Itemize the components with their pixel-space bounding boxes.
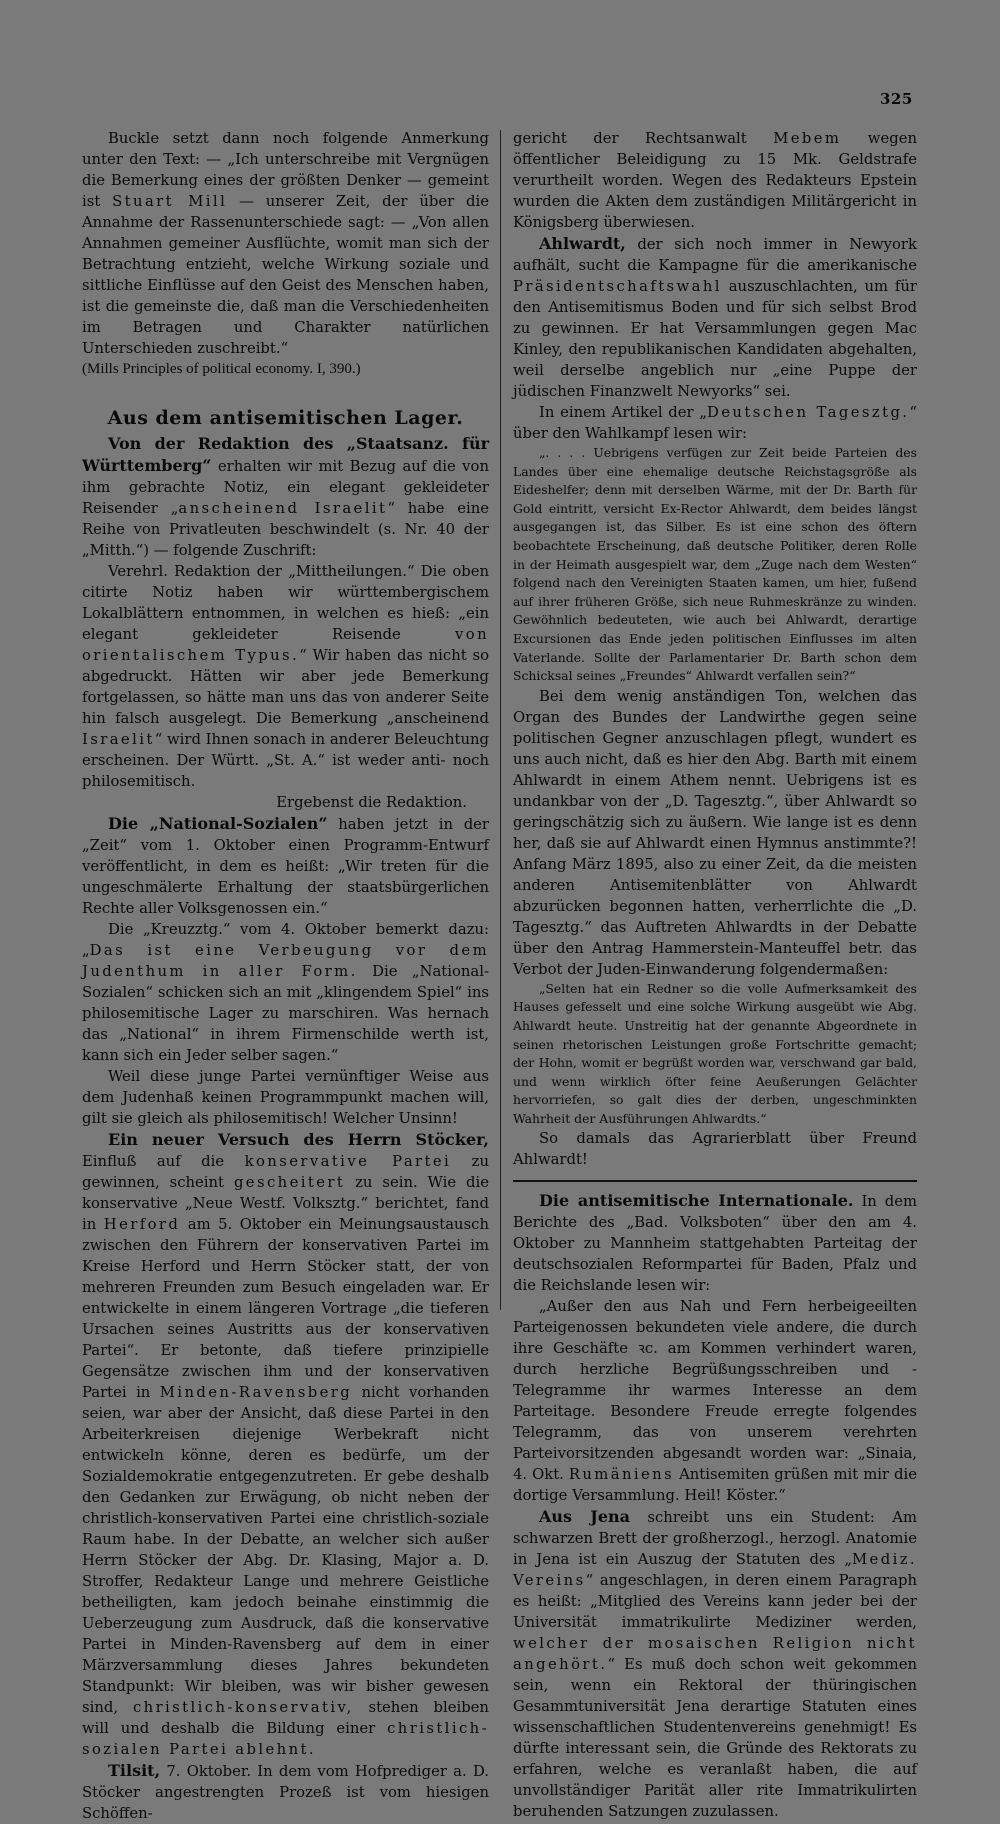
text: Buckle setzt dann noch folgende Anmerkung unter den Text: — „Ich unterschreibe mit Vergnügen die Bemerkung eines der größten Denker — gemeint ist — [82, 130, 489, 210]
spaced-text: Mediz. Vereins — [513, 1551, 917, 1590]
spaced-text: christlich-sozialen Partei ablehnt. — [82, 1720, 489, 1758]
lead-text: Die „National-Sozialen“ — [108, 814, 328, 833]
text: “ über den Wahlkampf lesen wir: — [513, 404, 917, 442]
right-column — [513, 128, 917, 1822]
text: haben jetzt in der „Zeit“ vom 1. Oktober einen Programm-Entwurf veröffentlicht, in dem es heißt: „Wir treten für die ungeschmälerte Erhaltung der staatsbürgerlichen Rechte aller Volksgenossen ein.“ — [82, 816, 489, 917]
text: — unserer Zeit, der über die Annahme der Rassenunterschiede sagt: — „Von allen Annahmen gemeiner Ausflüchte, womit man sich der Betrachtung entzieht, welche Wirkung soziale und sittliche Einflüsse auf den Geist des Menschen haben, ist die gemeinste die, daß man die Verschiedenheiten im Betragen und Charakter natürlichen Unterschieden zuschreibt.“ — [82, 193, 489, 357]
text: der sich noch immer in Newyork aufhält, sucht die Kampagne für die amerikanische — [513, 236, 917, 274]
text: 7. Oktober. In dem vom Hofprediger a. D. Stöcker angestrengten Prozeß ist vom hiesigen Schöffen- — [82, 1763, 489, 1822]
spaced-text: Herford — [103, 1216, 181, 1233]
spaced-text: anscheinend Israelit — [178, 500, 388, 517]
spaced-text: Das ist eine Verbeugung vor dem Judenthum in aller Form. — [82, 942, 489, 980]
jena-paragraph — [513, 1506, 917, 1822]
text: “ angeschlagen, in deren einem Paragraph es heißt: „Mitglied des Vereins kann jeder bei der Universität immatrikulirte Mediziner werden, — [513, 1572, 917, 1632]
text: zu gewinnen, scheint — [82, 1153, 489, 1191]
tilsit-paragraph — [82, 1760, 489, 1824]
redaktion-paragraph — [82, 433, 489, 561]
lead-text: Ein neuer Versuch des Herrn Stöcker, — [108, 1130, 489, 1149]
column-divider — [500, 130, 501, 1310]
left-column — [82, 128, 489, 1824]
spaced-text: welcher der mosaischen Religion nicht angehört. — [513, 1635, 917, 1674]
lead-text: Die antisemitische Internationale. — [539, 1191, 854, 1211]
spaced-text: Rumäniens — [568, 1466, 675, 1484]
text: In dem Berichte des „Bad. Volksboten“ über den am 4. Oktober zu Mannheim stattgehabten Parteitag der deutschsozialen Reformpartei für Baden, Pfalz und die Reichslande lesen wir: — [513, 1193, 917, 1295]
tilsit-continuation — [513, 128, 917, 233]
text: Antisemiten grüßen mit mir die dortige Versammlung. Heil! Köster.“ — [513, 1466, 917, 1505]
ahlwardt-paragraph — [513, 233, 917, 402]
spaced-text: Mebem — [773, 130, 842, 147]
bei-paragraph: Bei dem wenig anständigen Ton, welchen das Organ des Bundes der Landwirthe gegen seine politischen Gegner anzuschlagen pflegt, wundert es uns auch nicht, daß es hier den Abg. Barth mit einem Ahlwardt in einem Athem nennt. Uebrigens ist es undankbar von der „D. Tagesztg.“, über Ahlwardt so geringschätzig sich zu äußern. Wie lange ist es denn her, daß sie auf Ahlwardt einen Hymnus anstimmte?! Anfang März 1895, also zu einer Zeit, da die meisten anderen Antisemitenblätter von Ahlwardt abzurücken begonnen hatten, verherrlichte die „D. Tagesztg.“ das Auftreten Ahlwardts in der Debatte über den Antrag Hammerstein-Manteuffel betr. das Verbot der Juden-Einwanderung folgendermaßen: — [513, 687, 917, 978]
text: “ wird Ihnen sonach in anderer Beleuchtung erscheinen. Der Württ. „St. A.“ ist weder anti- noch philosemitisch. — [82, 731, 489, 790]
text: „Außer den aus Nah und Fern herbeigeeilten Parteigenossen bekundeten viele andere, die durch ihre Geschäfte ꝛc. am Kommen verhindert waren, durch herzliche Begrüßungsschreiben und -Telegramme ihr warmes Interesse an dem Parteitage. Besondere Freude erregte folgendes Telegramm, das von unserem verehrten Parteivorsitzenden abgesandt worden war: „Sinaia, 4. Okt. — [513, 1298, 917, 1484]
text: am 5. Oktober ein Meinungsaustausch zwischen den Führern der konservativen Partei im Kreise Herford und Herrn Stöcker statt, der von mehreren Freunden zum Besuch eingeladen war. Er entwickelte in einem längeren Vortrage „die tieferen Ursachen seines Austritts aus der konservativen Partei“. Er betonte, daß tiefere prinzipielle Gegensätze zwischen ihm und der konservativen Partei in — [82, 1216, 489, 1401]
signoff: Ergebenst die Redaktion. — [276, 794, 467, 811]
spaced-text: Minden-Ravensberg — [159, 1384, 353, 1401]
kreuzztg-paragraph — [82, 919, 489, 1066]
quote-ahlwardt: „Selten hat ein Redner so die volle Aufmerksamkeit des Hauses gefesselt und eine solche Wirkung ausgeübt wie Abg. Ahlwardt heute. Unstreitig hat der genannte Abgeordnete in seinen rhetorischen Leistungen große Fortschritte gemacht; der Hohn, womit er begrüßt worden war, verschwand gar bald, und wenn wirklich öfter feine Aeußerungen Gelächter hervorriefen, so galt dies der derben, ungeschminkten Wahrheit der Ausführungen Ahlwardts.“ — [513, 980, 917, 1126]
text: Verehrl. Redaktion der „Mittheilungen.“ Die oben citirte Notiz haben wir württembergischem Lokalblättern entnommen, in welchen es hieß: „ein elegant gekleideter Reisende — [82, 563, 489, 643]
ausser-paragraph — [513, 1296, 917, 1506]
text: Die „Kreuzztg.“ vom 4. Oktober bemerkt dazu: „ — [82, 921, 489, 959]
separator-rule — [513, 1180, 917, 1182]
national-sozialen-paragraph — [82, 813, 489, 919]
buckle-paragraph — [82, 128, 489, 359]
text: Die „National-Sozialen“ schicken sich an mit „klingendem Spiel“ ins philosemitische Lager zu marschiren. Was hernach das „National“ in ihrem Firmenschilde werth ist, kann sich ein Jeder selber sagen.“ — [82, 963, 489, 1064]
text: auszuschlachten, um für den Antisemitismus Boden und für sich selbst Brod zu gewinnen. Er hat Versammlungen gegen Mac Kinley, den republikanischen Kandidaten abgehalten, weil derselbe angeblich nur „eine Puppe der jüdischen Finanzwelt Newyorks“ sei. — [513, 278, 917, 400]
mill-citation: (Mills Principles of political economy. I, 390.) — [82, 361, 361, 377]
weil-paragraph: Weil diese junge Partei vernünftiger Weise aus dem Judenhaß keinen Programmpunkt machen will, gilt sie gleich als philosemitisch! Welcher Unsinn! — [82, 1068, 489, 1127]
spaced-text: von orientalischem Typus. — [82, 626, 489, 664]
page-number: 325 — [880, 90, 913, 108]
text: “ habe eine Reihe von Privatleuten beschwindelt (s. Nr. 40 der „Mitth.“) — folgende Zuschrift: — [82, 500, 490, 559]
text: stehen bleiben will und deshalb die Bildung einer — [82, 1699, 489, 1737]
text: Einfluß auf die — [82, 1153, 225, 1170]
text: schreibt uns ein Student: Am schwarzen Brett der großherzogl., herzogl. Anatomie in Jena ist ein Auszug der Statuten des „ — [513, 1509, 917, 1569]
text: nicht vorhanden seien, war aber der Ansicht, daß diese Partei in den Arbeiterkreisen diejenige Werbekraft nicht entwickeln könne, deren es bedürfe, um der Sozialdemokratie entgegenzutreten. Er gebe deshalb den Gedanken zur Erwägung, ob nicht neben der christlich-konservativen Partei eine christlich-soziale Raum habe. In der Debatte, an welcher sich außer Herrn Stöcker der Abg. Dr. Klasing, Major a. D. Stroffer, Redakteur Lange und mehrere Geistliche betheiligten, kam jedoch beinahe einstimmig die Ueberzeugung zum Ausdruck, daß die konservative Partei in Minden-Ravensberg auf dem in einer Märzversammlung dieses Jahres bekundeten Standpunkt: Wir bleiben, was wir bisher gewesen sind, — [82, 1384, 489, 1716]
lead-text: Von der Redaktion des „Staatsanz. für Württemberg“ — [82, 434, 489, 475]
spaced-text: Deutschen Tagesztg. — [707, 404, 910, 421]
stoecker-paragraph — [82, 1129, 489, 1760]
text: In einem Artikel der „ — [539, 404, 707, 421]
quote-tagesztg: „. . . . Uebrigens verfügen zur Zeit beide Parteien des Landes über eine ehemalige deutsche Reichstagsgröße als Eideshelfer; denn mit derselben Wärme, mit der Dr. Barth für Gold eintritt, versicht Ex-Rector Ahlwardt, dem beides längst ausgegangen ist, das Silber. Es ist eine schon des öftern beobachtete Erscheinung, daß deutsche Politiker, deren Rolle in der Heimath ausgespielt war, dem „Zuge nach dem Westen“ folgend nach den Vereinigten Staaten kamen, um hier, fußend auf ihrer früheren Größe, sich neue Ruhmeskränze zu winden. Gewöhnlich bedeuteten, wie auch bei Ahlwardt, derartige Excursionen das Ende jeden politischen Einflusses im alten Vaterlande. Sollte der Parlamentarier Dr. Barth schon dem Schicksal seines „Freundes“ Ahlwardt verfallen sein?“ — [513, 445, 917, 684]
spaced-text: Präsidentschaftswahl — [513, 278, 722, 295]
internationale-paragraph — [513, 1190, 917, 1296]
section-title: Aus dem antisemitischen Lager. — [107, 407, 464, 429]
text: zu sein. Wie die konservative „Neue Westf. Volksztg.“ berichtet, fand in — [82, 1174, 489, 1233]
text: wegen öffentlicher Beleidigung zu 15 Mk. Geldstrafe verurtheilt worden. Wegen des Redakteurs Epstein wurden die Akten dem zuständigen Militärgericht in Königsberg überwiesen. — [513, 130, 917, 231]
spaced-name: Stuart Mill — [112, 193, 228, 210]
text: gericht der Rechtsanwalt — [513, 130, 747, 147]
text: “ Es muß doch schon weit gekommen sein, wenn ein Rektoral der thüringischen Gesammtuniversität Jena derartige Statuten eines wissenschaftlichen Studentenvereins genehmigt! Es dürfte interessant sein, die Gründe des Rektorats zu erfahren, welche es veranlaßt haben, die auf unvollständiger Parität aller rite Immatrikulirten beruhenden Satzungen zuzulassen. — [513, 1656, 917, 1821]
spaced-text: Israelit — [82, 731, 155, 748]
lead-text: Ahlwardt, — [539, 234, 626, 253]
lead-text: Tilsit, — [108, 1761, 161, 1780]
text: “ Wir haben das nicht so abgedruckt. Hätten wir aber jede Bemerkung fortgelassen, so hätte man uns das von anderer Seite hin falsch ausgelegt. Die Bemerkung „anscheinend — [82, 647, 489, 727]
so-damals-paragraph: So damals das Agrarierblatt über Freund Ahlwardt! — [513, 1130, 917, 1169]
artikel-paragraph — [513, 402, 917, 444]
zuschrift-paragraph — [82, 561, 489, 792]
text: erhalten wir mit Bezug auf die von ihm gebrachte Notiz, ein elegant gekleideter Reisender „ — [82, 458, 489, 517]
spaced-text: konservative Partei — [244, 1153, 452, 1170]
lead-text: Aus Jena — [539, 1507, 631, 1527]
spaced-text: christlich-konservativ, — [132, 1699, 354, 1716]
spaced-text: gescheitert — [233, 1174, 346, 1191]
